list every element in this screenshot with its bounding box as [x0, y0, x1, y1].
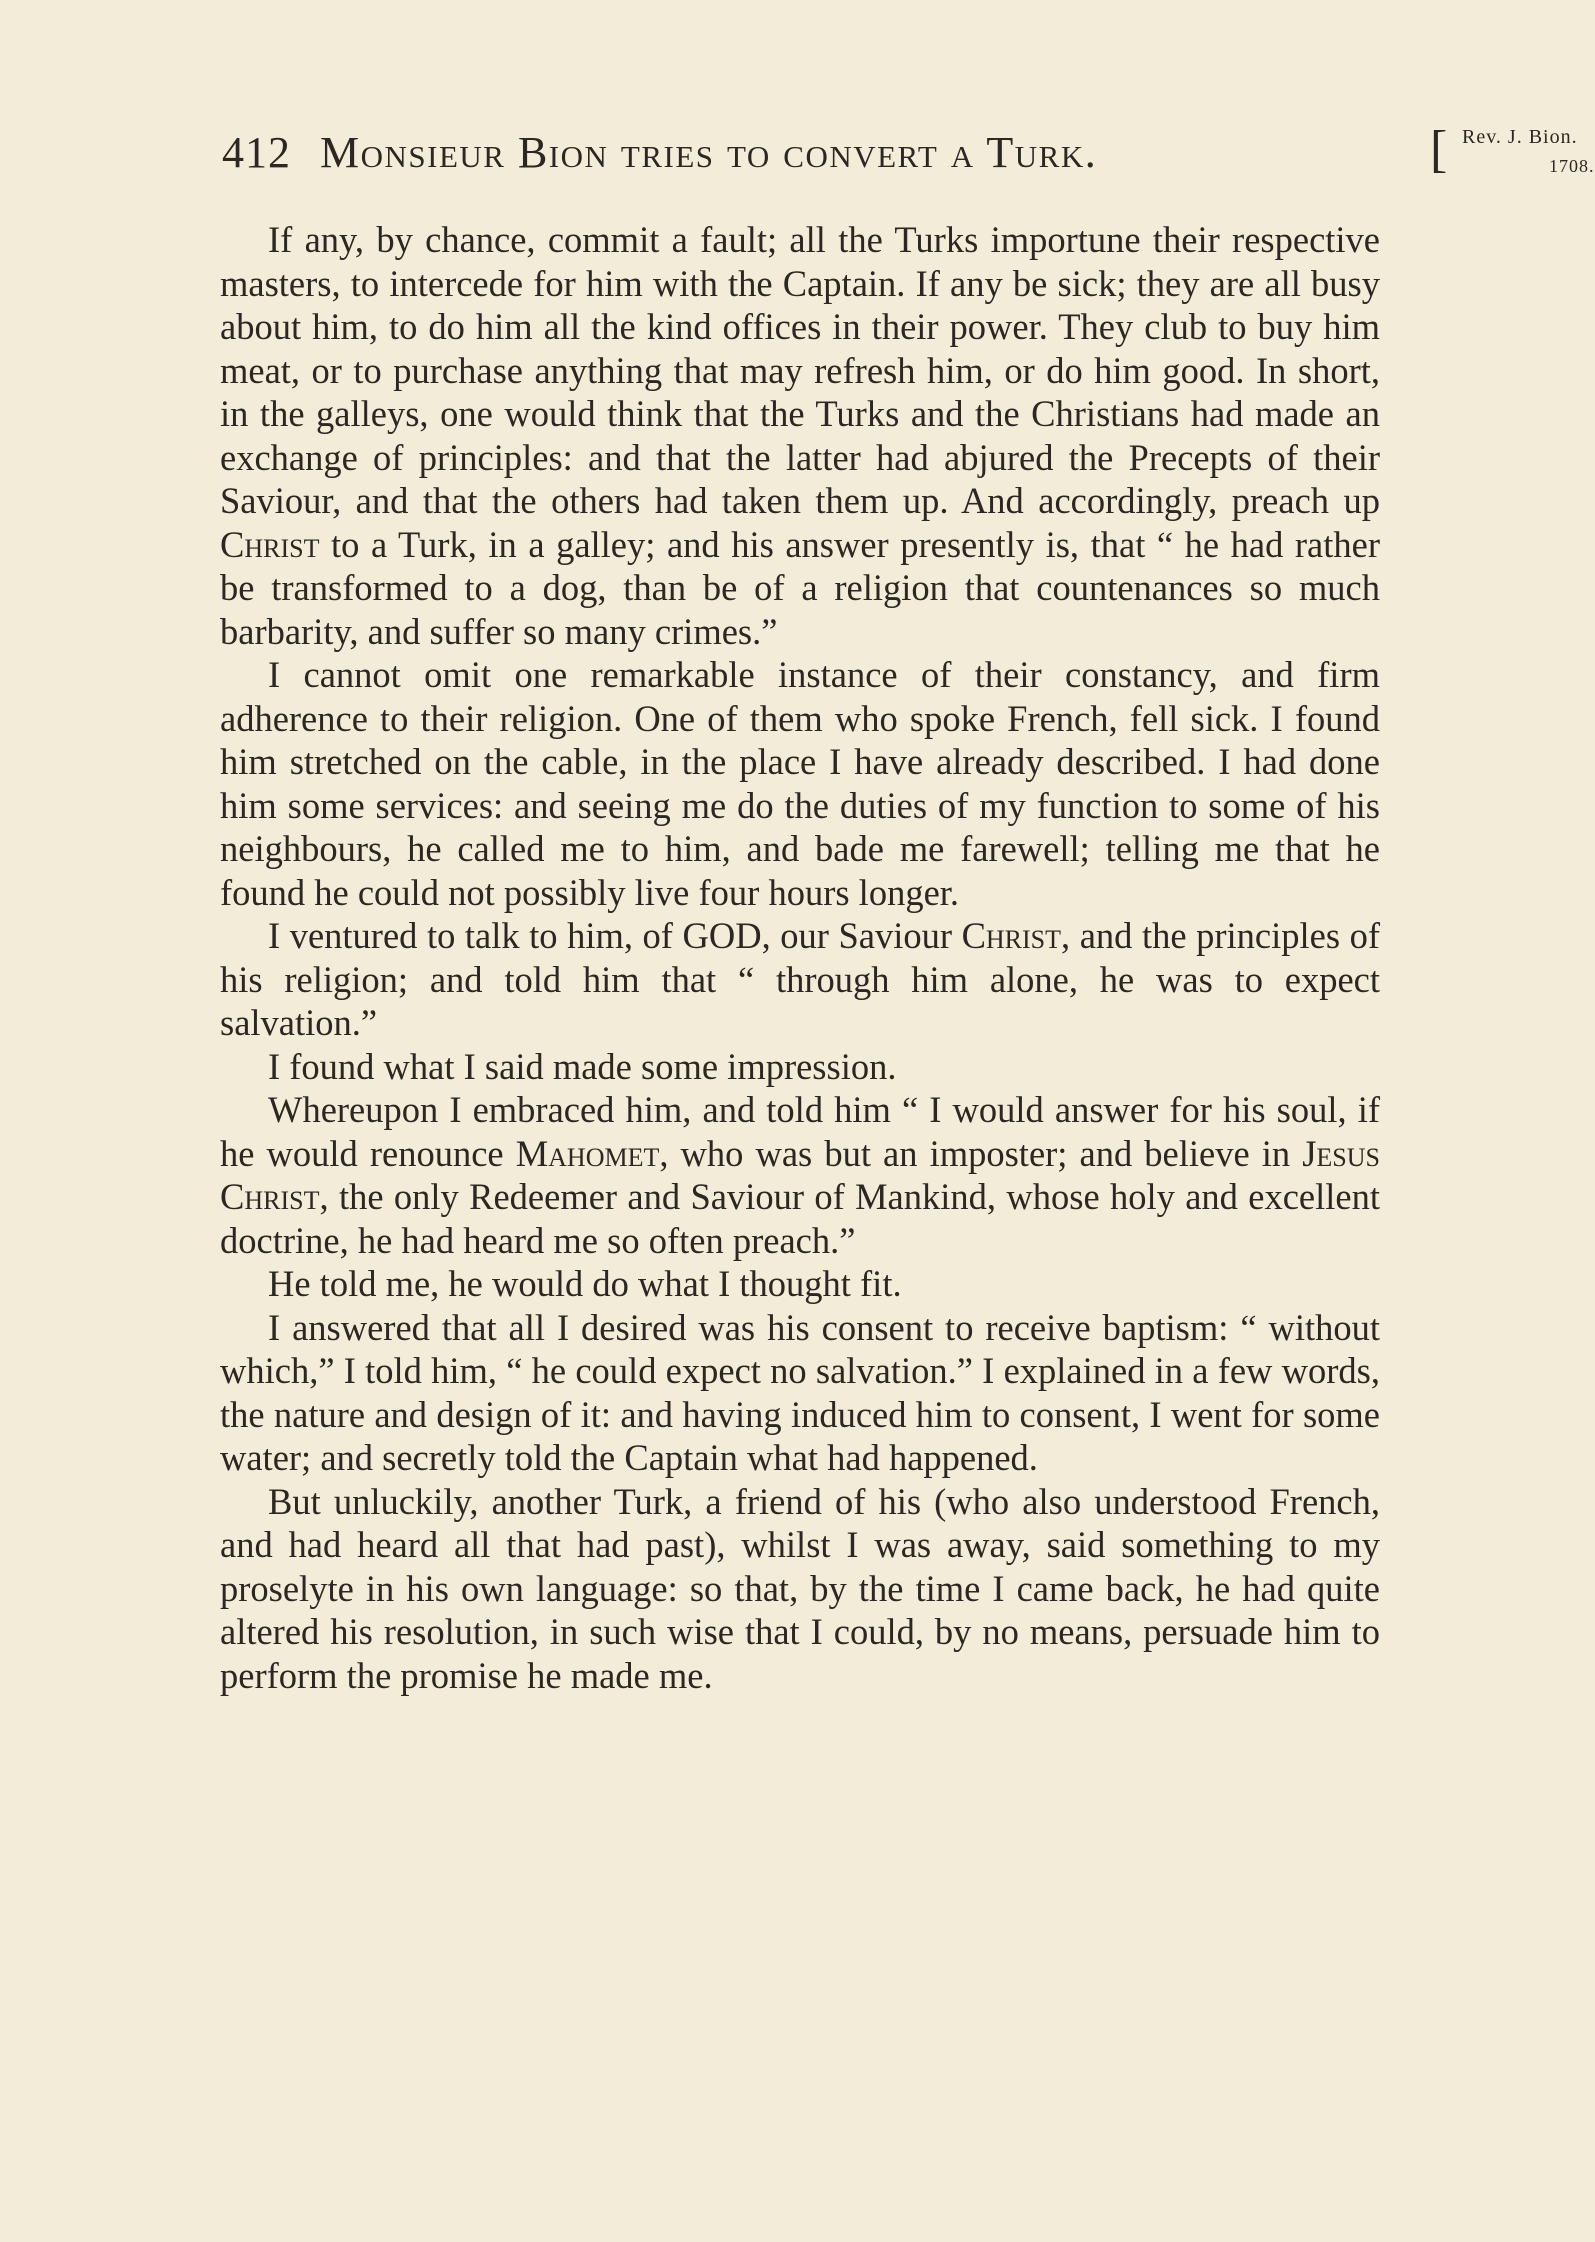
header-bracket: [	[1430, 121, 1449, 178]
paragraph: Whereupon I embraced him, and told him “ I would answer for his soul, if he would renounce Mahomet, who was but an imposter; and believe in Jesus Christ, the only Redeemer and Saviour of Mankind, whose holy and excellent doctrine, he had heard me so often preach.”	[220, 1089, 1380, 1261]
body-text	[220, 218, 1380, 1697]
paragraph: I cannot omit one remarkable instance of their constancy, and firm adherence to their religion. One of them who spoke French, fell sick. I found him stretched on the cable, in the place I have already described. I had done him some services: and seeing me do the duties of my function to some of his neighbours, he called me to him, and bade me farewell; telling me that he found he could not possibly live four hours longer.	[220, 654, 1380, 913]
paragraph: I ventured to talk to him, of GOD, our Saviour Christ, and the principles of his religion; and told him that “ through him alone, he was to expect salvation.”	[220, 915, 1380, 1043]
paragraph: I answered that all I desired was his consent to receive baptism: “ without which,” I told him, “ he could expect no salvation.” I explained in a few words, the nature and design of it: and having induced him to consent, I went for some water; and secretly told the Captain what had happened.	[220, 1306, 1380, 1478]
paragraph: He told me, he would do what I thought fit.	[268, 1263, 902, 1304]
paragraph: I found what I said made some impression.	[268, 1045, 897, 1087]
paragraph: If any, by chance, commit a fault; all the Turks importune their respective masters, to intercede for him with the Captain. If any be sick; they are all busy about him, to do him all the kind offices in their power. They club to buy him meat, or to purchase anything that may refresh him, or do him good. In short, in the galleys, one would think that the Turks and the Christians had made an exchange of principles: and that the latter had abjured the Precepts of their Saviour, and that the others had taken them up. And accordingly, preach up Christ to a Turk, in a galley; and his answer presently is, that “ he had rather be transformed to a dog, than be of a religion that countenances so much barbarity, and suffer so many crimes.”	[220, 219, 1380, 652]
running-header	[222, 118, 1595, 188]
side-note: Rev. J. Bion.	[1462, 126, 1578, 148]
side-year: 1708.	[1549, 156, 1595, 176]
running-title: Monsieur Bion tries to convert a Turk.	[320, 128, 1098, 177]
paragraph: But unluckily, another Turk, a friend of his (who also understood French, and had heard all that had past), whilst I was away, said something to my proselyte in his own language: so that, by the time I came back, he had quite altered his resolution, in such wise that I could, by no means, persuade him to perform the promise he made me.	[220, 1480, 1380, 1696]
page-number: 412	[222, 128, 291, 177]
